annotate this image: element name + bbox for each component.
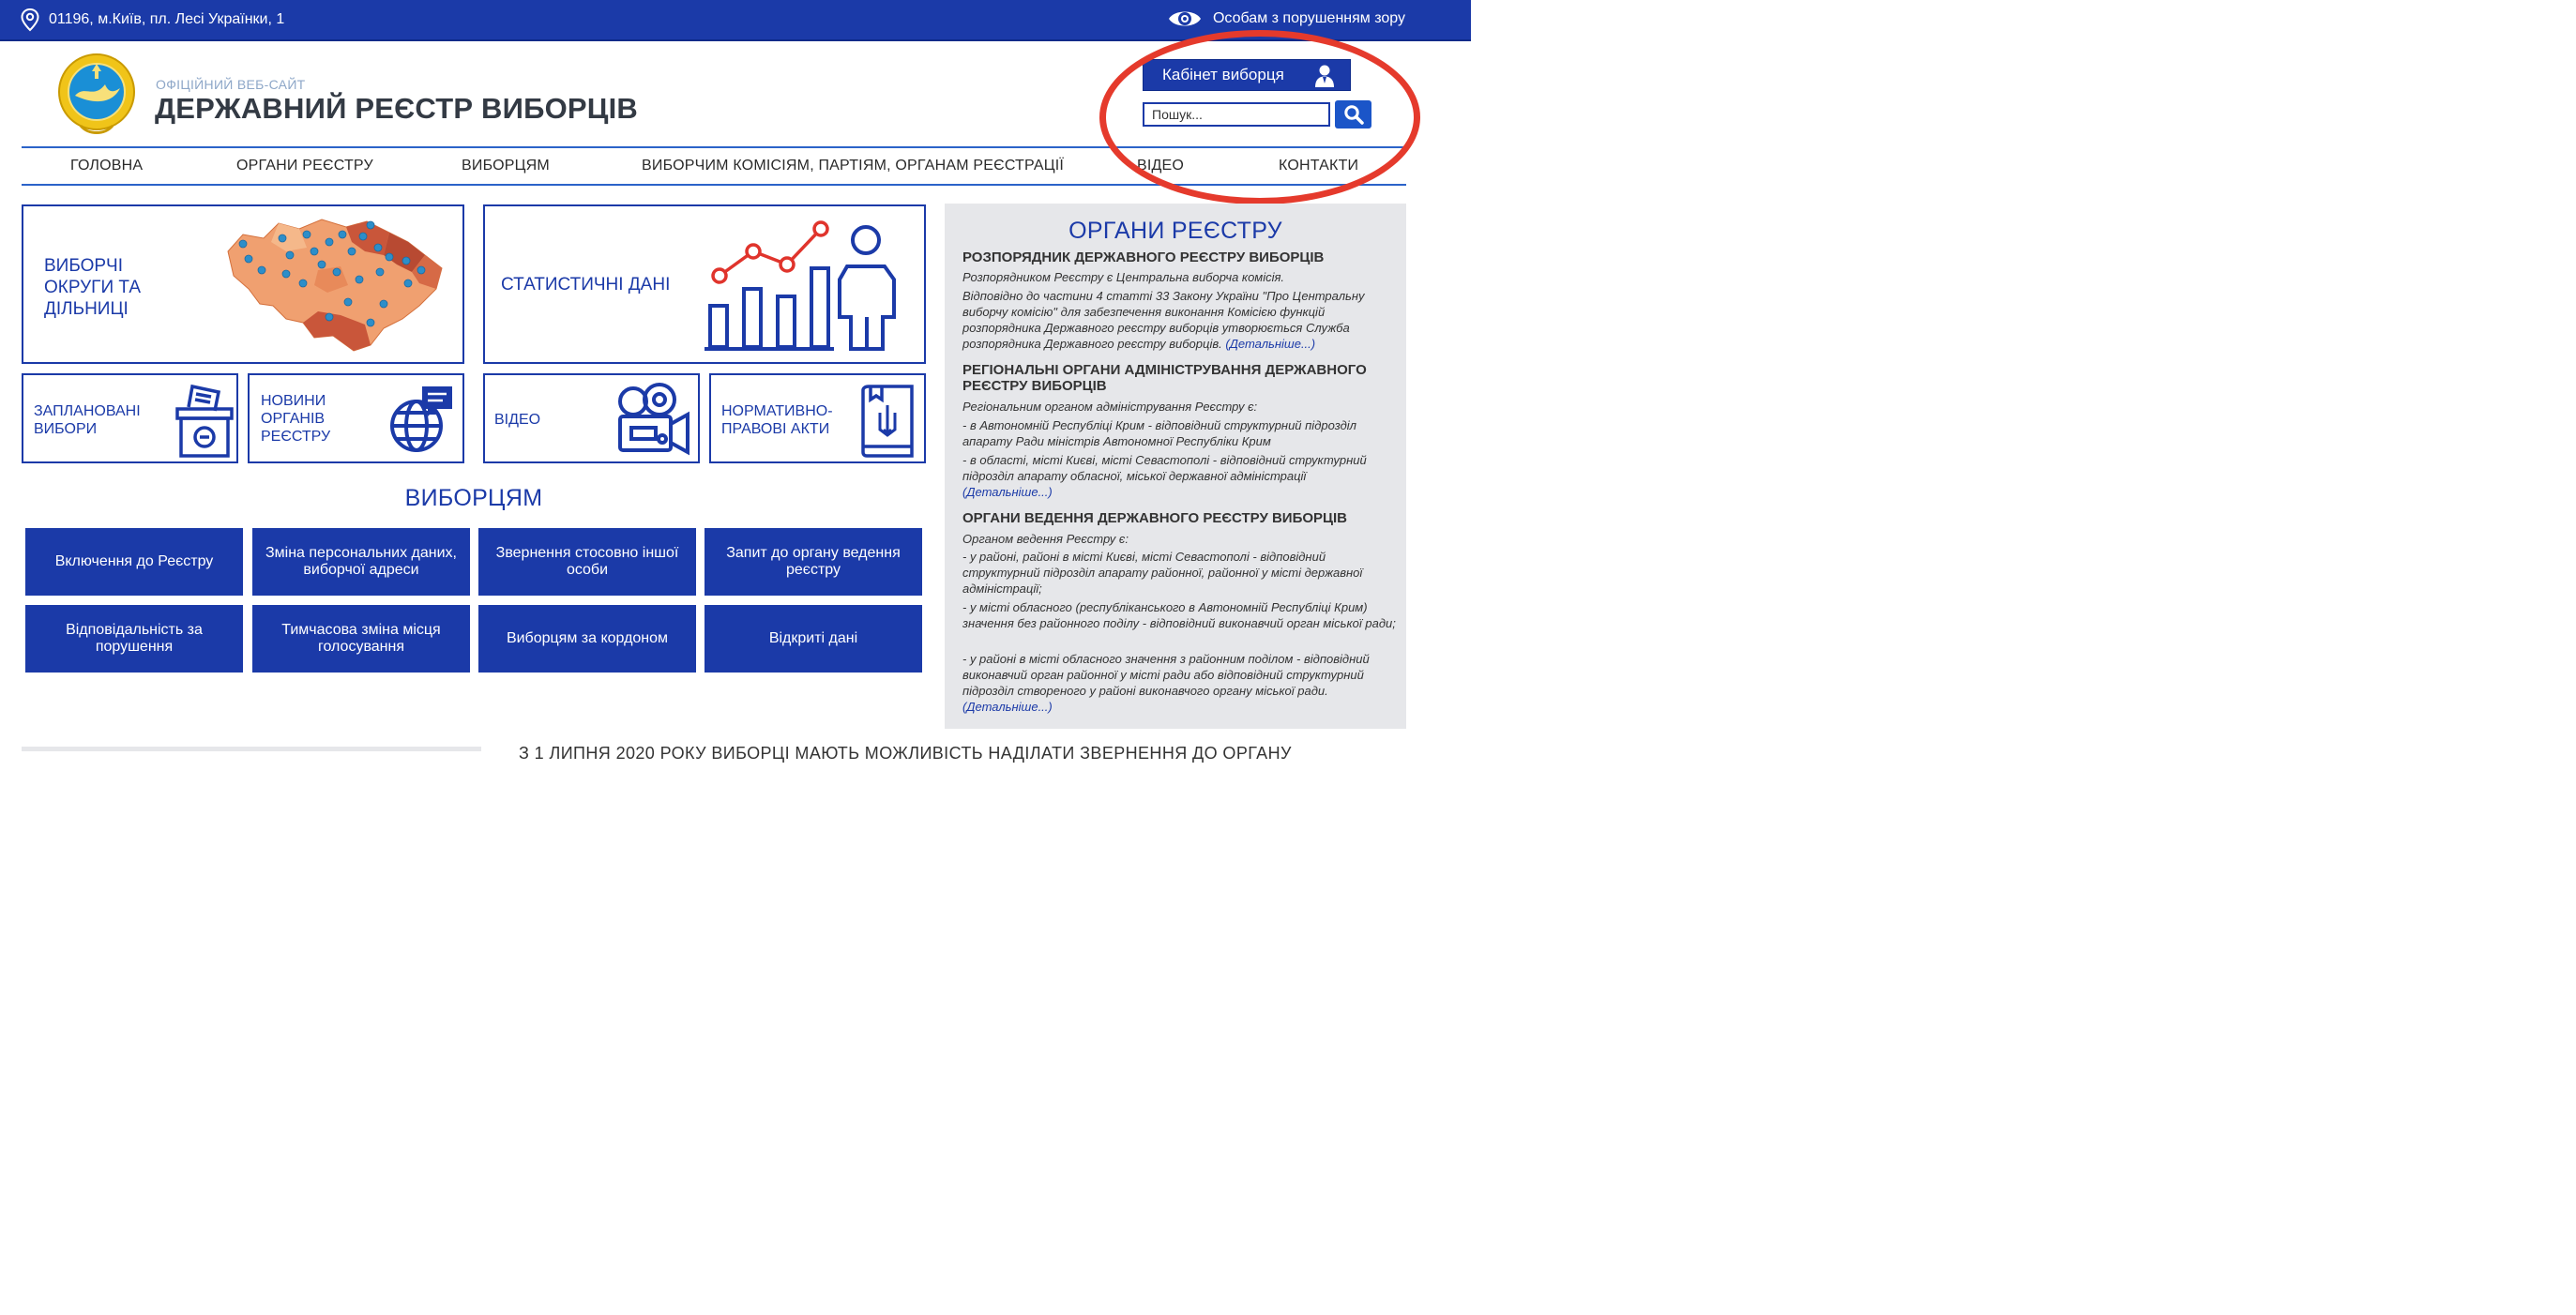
globe-chat-icon xyxy=(386,383,456,458)
panel-s1-more-link[interactable]: (Детальніше...) xyxy=(1225,337,1316,351)
panel-s2-heading-line1: РЕГІОНАЛЬНІ ОРГАНИ АДМІНІСТРУВАННЯ ДЕРЖАВНОГО xyxy=(962,362,1367,378)
tile-planned-line1: ЗАПЛАНОВАНІ xyxy=(34,403,141,419)
tile-districts-line1: ВИБОРЧІ xyxy=(44,256,123,276)
tile-news-line3: РЕЄСТРУ xyxy=(261,429,331,445)
search-input[interactable] xyxy=(1143,102,1330,127)
nav-item-video[interactable]: ВІДЕО xyxy=(1137,158,1185,174)
liability-violations-button[interactable] xyxy=(25,605,243,673)
vision-impaired-label: Особам з порушенням зору xyxy=(1212,10,1405,26)
panel-s3-more-link[interactable]: (Детальніше...) xyxy=(962,700,1053,714)
panel-s3-p1: Органом ведення Реєстру є: xyxy=(962,532,1129,546)
tile-news-label xyxy=(261,392,330,446)
panel-s1-p1: Розпорядником Реєстру є Центральна виборча комісія. xyxy=(962,270,1285,284)
nav-item-contacts[interactable]: КОНТАКТИ xyxy=(1279,158,1359,174)
appeal-other-person-line2: особи xyxy=(566,562,609,578)
tile-legal-acts[interactable] xyxy=(709,373,926,463)
panel-s3-p3: - у місті обласного (республіканського в Автономній Республіці Крим) значення без районного поділу - відповідний виконавчий орган міської ради; xyxy=(962,600,1396,630)
tile-acts-line1: НОРМАТИВНО- xyxy=(721,403,833,419)
panel-title: ОРГАНИ РЕЄСТРУ xyxy=(1068,218,1282,244)
appeal-other-person-line1: Звернення стосовно іншої xyxy=(495,545,679,561)
search-icon xyxy=(1343,104,1364,125)
vision-impaired-link[interactable] xyxy=(1168,8,1405,30)
panel-s2-more-link[interactable]: (Детальніше...) xyxy=(962,485,1053,499)
address-text: 01196, м.Київ, пл. Лесі Українки, 1 xyxy=(49,11,285,27)
search-button[interactable] xyxy=(1335,100,1371,128)
site-subtitle: ОФІЦІЙНИЙ ВЕБ-САЙТ xyxy=(156,77,306,92)
tile-electoral-districts[interactable] xyxy=(22,204,464,364)
voters-section-title: ВИБОРЦЯМ xyxy=(404,485,543,511)
panel-s1-heading: РОЗПОРЯДНИК ДЕРЖАВНОГО РЕЄСТРУ ВИБОРЦІВ xyxy=(962,249,1325,265)
liability-violations-line2: порушення xyxy=(95,639,174,655)
panel-s1-p2 xyxy=(962,288,1396,352)
tile-planned-label xyxy=(34,402,141,438)
tile-news-line1: НОВИНИ xyxy=(261,393,326,409)
tile-statistics-label: СТАТИСТИЧНІ ДАНІ xyxy=(501,275,671,295)
request-registry-body-line1: Запит до органу ведення xyxy=(726,545,901,561)
tile-acts-label xyxy=(721,402,833,438)
panel-s3-p4 xyxy=(962,651,1396,715)
open-data-label: Відкриті дані xyxy=(768,630,858,646)
law-book-icon xyxy=(857,381,917,460)
bottom-news-heading-text: З 1 ЛИПНЯ 2020 РОКУ ВИБОРЦІ МАЮТЬ МОЖЛИВІСТЬ НАДІЛАТИ ЗВЕРНЕННЯ ДО ОРГАНУ xyxy=(519,744,1292,763)
liability-violations-line1: Відповідальність за xyxy=(66,622,203,638)
nav-item-home[interactable]: ГОЛОВНА xyxy=(70,158,144,174)
voter-cabinet-label: Кабінет виборця xyxy=(1162,66,1284,83)
tile-video-label: ВІДЕО xyxy=(494,412,541,428)
change-personal-data-line2: виборчої адреси xyxy=(303,562,419,578)
panel-s1-p2-text: Відповідно до частини 4 статті 33 Закону України "Про Центральну виборчу комісію" для забезпечення виконання Комісією функцій розпорядника Державного реєстру виборців утворюється Служба розпорядника Державного реєстру виборців. xyxy=(962,289,1365,351)
tile-video[interactable] xyxy=(483,373,700,463)
panel-s2-p3: - в області, місті Києві, місті Севастополі - відповідний структурний підрозділ апарату обласної, міської державної адміністрації xyxy=(962,453,1367,483)
chart-person-icon xyxy=(701,218,907,355)
tile-news-line2: ОРГАНІВ xyxy=(261,411,326,427)
map-icon xyxy=(224,214,449,356)
eye-icon xyxy=(1168,8,1202,30)
tile-statistics[interactable] xyxy=(483,204,926,364)
change-personal-data-button[interactable] xyxy=(252,528,470,596)
change-personal-data-line1: Зміна персональних даних, xyxy=(265,545,457,561)
bottom-news-heading[interactable] xyxy=(519,744,1344,763)
include-to-registry-label: Включення до Реєстру xyxy=(54,553,214,569)
tile-districts-line3: ДІЛЬНИЦІ xyxy=(44,299,129,319)
registry-bodies-panel xyxy=(945,204,1406,729)
panel-s2-more xyxy=(962,484,1396,500)
tile-planned-elections[interactable] xyxy=(22,373,238,463)
temporary-change-voting-line1: Тимчасова зміна місця xyxy=(281,622,441,638)
site-title[interactable]: ДЕРЖАВНИЙ РЕЄСТР ВИБОРЦІВ xyxy=(155,92,639,125)
panel-s3-p4-text: - у районі в місті обласного значення з районним поділом - відповідний виконавчий орган районної у місті ради або відповідний структурний підрозділ створеного у районі виконавчого органу міської ради. xyxy=(962,652,1370,698)
tile-districts-line2: ОКРУГИ ТА xyxy=(44,278,142,297)
tile-planned-line2: ВИБОРИ xyxy=(34,421,98,437)
voters-abroad-button[interactable] xyxy=(478,605,696,673)
temporary-change-voting-button[interactable] xyxy=(252,605,470,673)
open-data-button[interactable] xyxy=(705,605,922,673)
include-to-registry-button[interactable] xyxy=(25,528,243,596)
nav-item-commissions[interactable]: ВИБОРЧИМ КОМІСІЯМ, ПАРТІЯМ, ОРГАНАМ РЕЄСТРАЦІЇ xyxy=(642,158,1065,174)
video-camera-icon xyxy=(614,383,693,458)
appeal-other-person-button[interactable] xyxy=(478,528,696,596)
panel-s2-p2: - в Автономній Республіці Крим - відповідний структурний підрозділ апарату Ради міністрів Автономної Республіки Крим xyxy=(962,418,1356,448)
location-pin-icon xyxy=(21,8,39,31)
tile-acts-line2: ПРАВОВІ АКТИ xyxy=(721,421,830,437)
top-bar xyxy=(0,0,1471,41)
nav-item-voters[interactable]: ВИБОРЦЯМ xyxy=(462,158,550,174)
voter-cabinet-button[interactable] xyxy=(1143,59,1351,91)
tile-registry-news[interactable] xyxy=(248,373,464,463)
panel-s3-heading: ОРГАНИ ВЕДЕННЯ ДЕРЖАВНОГО РЕЄСТРУ ВИБОРЦІВ xyxy=(962,510,1347,526)
panel-s2-p1: Регіональним органом адміністрування Реєстру є: xyxy=(962,400,1258,414)
voters-abroad-label: Виборцям за кордоном xyxy=(506,630,669,646)
request-registry-body-button[interactable] xyxy=(705,528,922,596)
panel-s2-heading xyxy=(962,362,1367,394)
cvk-logo[interactable] xyxy=(54,51,139,137)
panel-s2-heading-line2: РЕЄСТРУ ВИБОРЦІВ xyxy=(962,378,1107,394)
nav-item-registry-bodies[interactable]: ОРГАНИ РЕЄСТРУ xyxy=(236,158,373,174)
ballot-box-icon xyxy=(172,381,237,460)
request-registry-body-line2: реєстру xyxy=(785,562,841,578)
panel-s3-p2: - у районі, районі в місті Києві, місті Севастополі - відповідний структурний підрозділ апарату районної, районної у місті державної адміністрації; xyxy=(962,550,1363,596)
user-icon xyxy=(1314,64,1335,88)
temporary-change-voting-line2: голосування xyxy=(318,639,404,655)
address xyxy=(21,8,284,31)
bottom-banner xyxy=(22,747,481,751)
main-nav xyxy=(22,146,1406,186)
tile-districts-label xyxy=(44,255,141,320)
